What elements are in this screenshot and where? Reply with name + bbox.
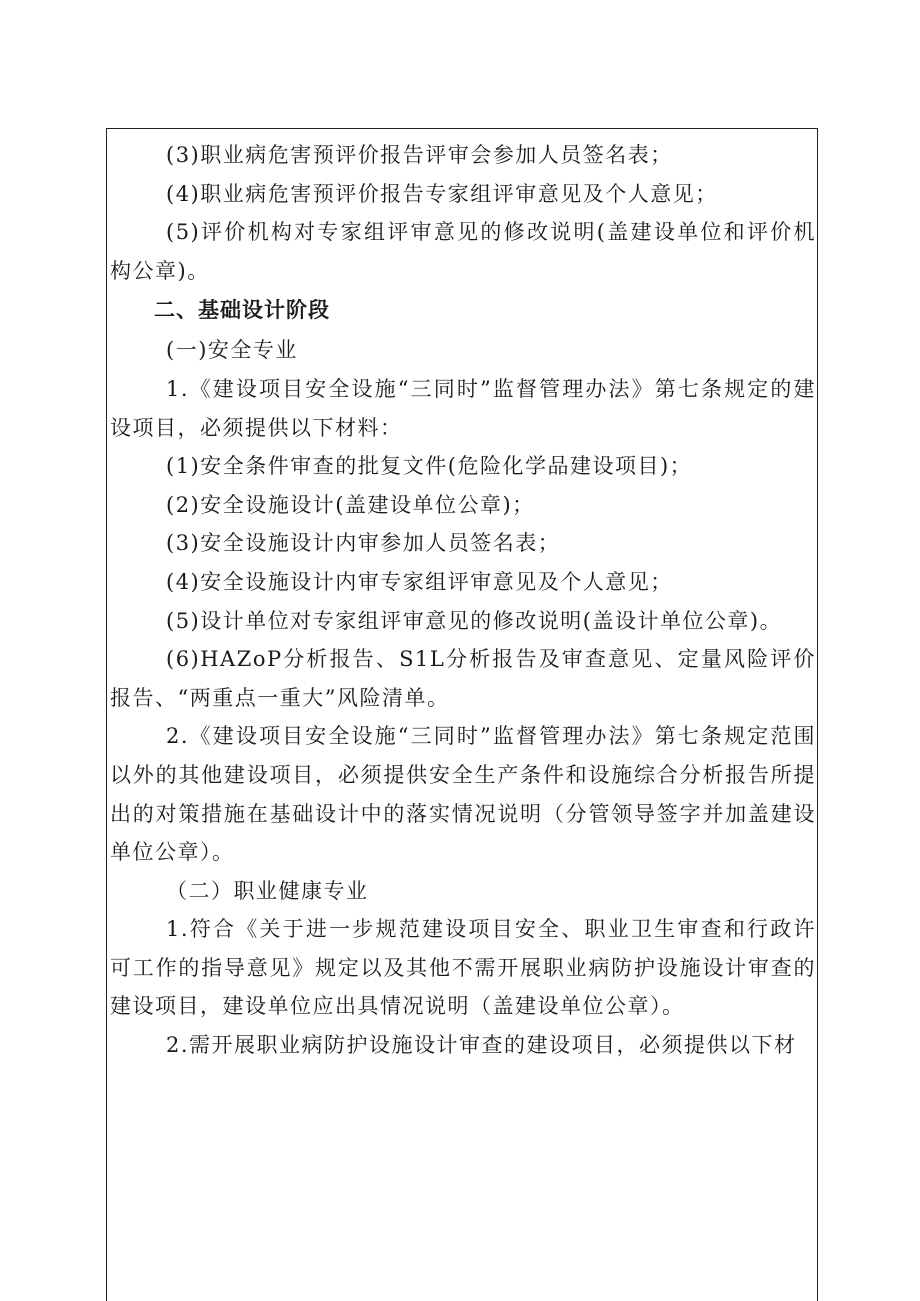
health-item-1: 1.符合《关于进一步规范建设项目安全、职业卫生审查和行政许可工作的指导意见》规定以及其他不需开展职业病防护设施设计审查的建设项目，建设单位应出具情况说明（盖建设单位公章）。 bbox=[110, 917, 816, 1019]
safety-item-1: 1.《建设项目安全设施“三同时”监督管理办法》第七条规定的建设项目，必须提供以下材料： bbox=[110, 376, 816, 440]
safety-item-2: 2.《建设项目安全设施“三同时”监督管理办法》第七条规定范围以外的其他建设项目，必须提供安全生产条件和设施综合分析报告所提出的对策措施在基础设计中的落实情况说明（分管领导签字并加盖建设单位公章）。 bbox=[110, 724, 816, 865]
subsection-occupational-health: （二）职业健康专业 bbox=[166, 878, 369, 903]
safety-sub-1: (1)安全条件审查的批复文件(危险化学品建设项目)； bbox=[166, 454, 693, 479]
safety-sub-4: (4)安全设施设计内审专家组评审意见及个人意见； bbox=[166, 569, 673, 594]
item-5-revision-notes: (5)评价机构对专家组评审意见的修改说明(盖建设单位和评价机构公章)。 bbox=[110, 220, 816, 283]
item-3-signature-sheet: (3)职业病危害预评价报告评审会参加人员签名表； bbox=[166, 143, 673, 167]
document-body bbox=[110, 136, 816, 1065]
subsection-safety: (一)安全专业 bbox=[166, 338, 298, 363]
item-4-expert-opinions: (4)职业病危害预评价报告专家组评审意见及个人意见； bbox=[166, 181, 718, 206]
safety-sub-6: (6)HAZoP分析报告、S1L分析报告及审查意见、定量风险评价报告、“两重点一重大”风险清单。 bbox=[110, 647, 816, 710]
section-heading-basic-design: 二、基础设计阶段 bbox=[154, 298, 330, 323]
safety-sub-5: (5)设计单位对专家组评审意见的修改说明(盖设计单位公章)。 bbox=[166, 608, 783, 633]
safety-sub-2: (2)安全设施设计(盖建设单位公章)； bbox=[166, 492, 535, 517]
safety-sub-3: (3)安全设施设计内审参加人员签名表； bbox=[166, 531, 561, 556]
health-item-2: 2.需开展职业病防护设施设计审查的建设项目，必须提供以下材 bbox=[166, 1033, 797, 1058]
